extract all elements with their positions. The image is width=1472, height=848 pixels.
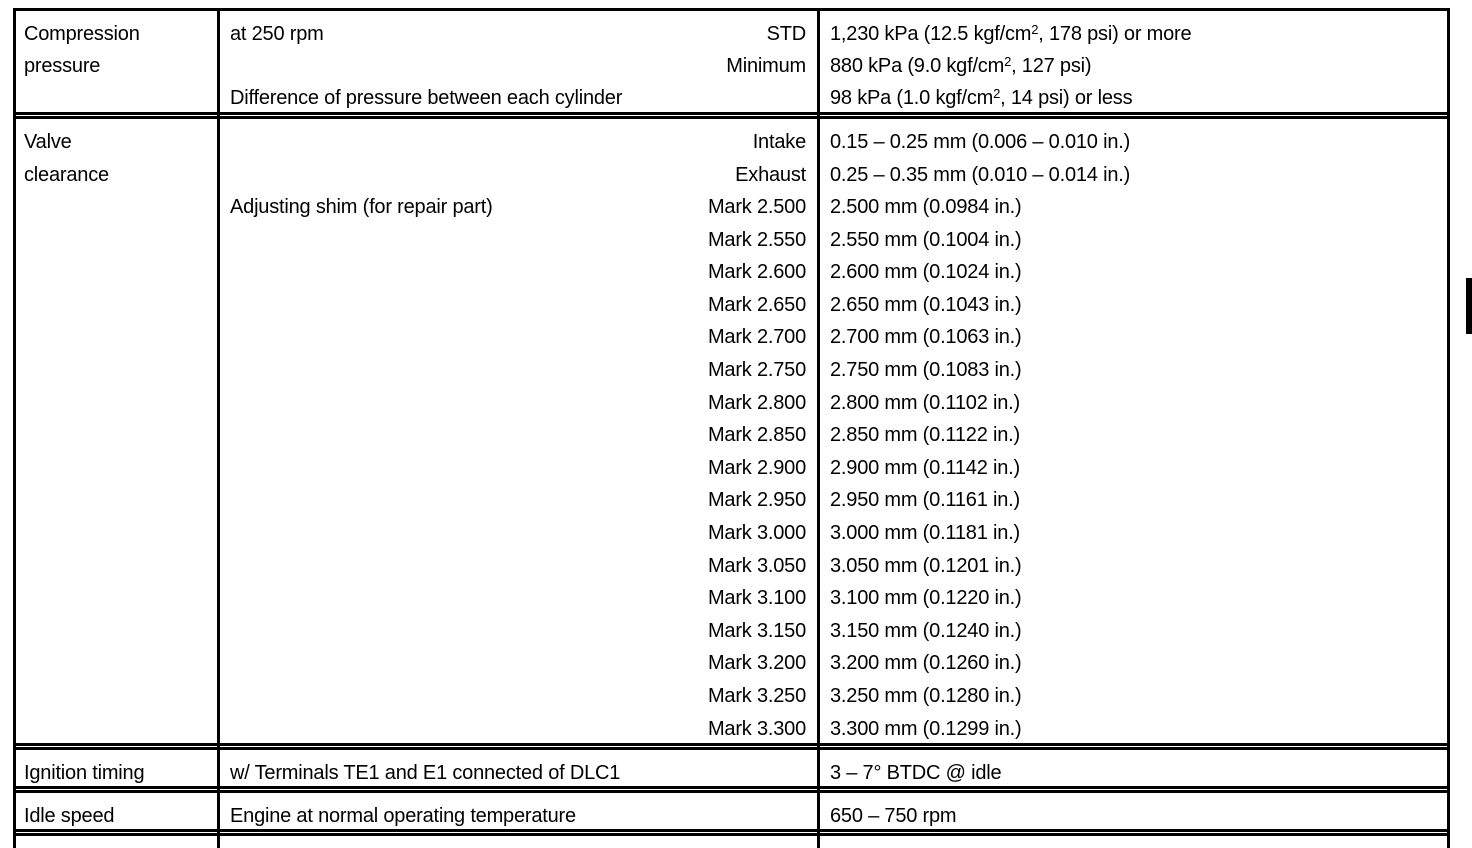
valve-label-line1: Valve [24,131,72,153]
shim-mark: Mark 3.150 [707,620,806,642]
rule-after-idle [13,829,1450,832]
rule-right [1447,8,1450,848]
shim-mark: Mark 2.750 [707,359,806,381]
ignition-condition: w/ Terminals TE1 and E1 connected of DLC1 [230,762,621,784]
shim-mark: Mark 2.500 [707,196,806,218]
superscript-2: 2 [993,86,1001,101]
rule-after-valve-inner [13,747,1450,750]
shim-value: 3.100 mm (0.1220 in.) [830,587,1022,609]
compression-label-line2: pressure [24,55,101,77]
rule-top [13,8,1450,11]
shim-mark: Mark 3.250 [707,685,806,707]
idle-condition: Engine at normal operating temperature [230,805,576,827]
shim-mark: Mark 3.100 [707,587,806,609]
shim-value: 2.900 mm (0.1142 in.) [830,457,1020,479]
shim-mark: Mark 3.000 [707,522,806,544]
superscript-2: 2 [1004,54,1012,69]
shim-value: 3.200 mm (0.1260 in.) [830,652,1022,674]
shim-value: 3.000 mm (0.1181 in.) [830,522,1020,544]
idle-value: 650 – 750 rpm [830,805,957,827]
valve-shim-label: Adjusting shim (for repair part) [230,196,493,218]
shim-mark: Mark 2.900 [707,457,806,479]
compression-diff-value: 98 kPa (1.0 kgf/$cm^2$, 14 psi) or less [830,86,1133,109]
rule-col1 [217,8,220,848]
compression-condition: at 250 rpm [230,23,324,45]
shim-value: 3.150 mm (0.1240 in.) [830,620,1022,642]
shim-mark: Mark 3.300 [707,718,806,740]
idle-label: Idle speed [24,805,115,827]
shim-mark: Mark 3.200 [707,652,806,674]
shim-value: 2.700 mm (0.1063 in.) [830,326,1022,348]
shim-mark: Mark 3.050 [707,555,806,577]
shim-mark: Mark 2.700 [707,326,806,348]
shim-mark: Mark 2.850 [707,424,806,446]
valve-exhaust-label: Exhaust [735,164,806,186]
rule-after-ignition [13,786,1450,789]
shim-mark: Mark 2.550 [707,229,806,251]
shim-value: 2.500 mm (0.0984 in.) [830,196,1022,218]
shim-mark: Mark 2.950 [707,489,806,511]
compression-std-value: 1,230 kPa (12.5 kgf/$cm^2$, 178 psi) or more [830,22,1192,45]
valve-intake-value: 0.15 – 0.25 mm (0.006 – 0.010 in.) [830,131,1131,153]
shim-value: 2.550 mm (0.1004 in.) [830,229,1022,251]
rule-left [13,8,16,848]
shim-value: 3.250 mm (0.1280 in.) [830,685,1022,707]
rule-after-compression-inner [13,116,1450,119]
shim-mark: Mark 2.600 [707,261,806,283]
shim-value: 2.800 mm (0.1102 in.) [830,392,1020,414]
shim-value: 3.300 mm (0.1299 in.) [830,718,1022,740]
superscript-2: 2 [1031,22,1039,37]
compression-diff-label: Difference of pressure between each cylinder [230,87,623,109]
compression-min-value: 880 kPa (9.0 kgf/$cm^2$, 127 psi) [830,54,1092,77]
margin-bar [1466,278,1472,334]
rule-after-ignition-inner [13,790,1450,793]
shim-value: 3.050 mm (0.1201 in.) [830,555,1022,577]
rule-col2 [817,8,820,848]
shim-value: 2.850 mm (0.1122 in.) [830,424,1020,446]
compression-min-label: Minimum [726,55,806,77]
shim-value: 2.650 mm (0.1043 in.) [830,294,1022,316]
valve-intake-label: Intake [752,131,806,153]
shim-mark: Mark 2.800 [707,392,806,414]
shim-mark: Mark 2.650 [707,294,806,316]
valve-label-line2: clearance [24,164,109,186]
shim-value: 2.750 mm (0.1083 in.) [830,359,1022,381]
ignition-label: Ignition timing [24,762,145,784]
valve-exhaust-value: 0.25 – 0.35 mm (0.010 – 0.014 in.) [830,164,1131,186]
compression-label-line1: Compression [24,23,140,45]
rule-after-valve [13,743,1450,746]
rule-after-compression [13,112,1450,115]
rule-after-idle-inner [13,833,1450,836]
shim-value: 2.600 mm (0.1024 in.) [830,261,1022,283]
shim-value: 2.950 mm (0.1161 in.) [830,489,1020,511]
ignition-value: 3 – 7° BTDC @ idle [830,762,1002,784]
compression-std-label: STD [766,23,806,45]
